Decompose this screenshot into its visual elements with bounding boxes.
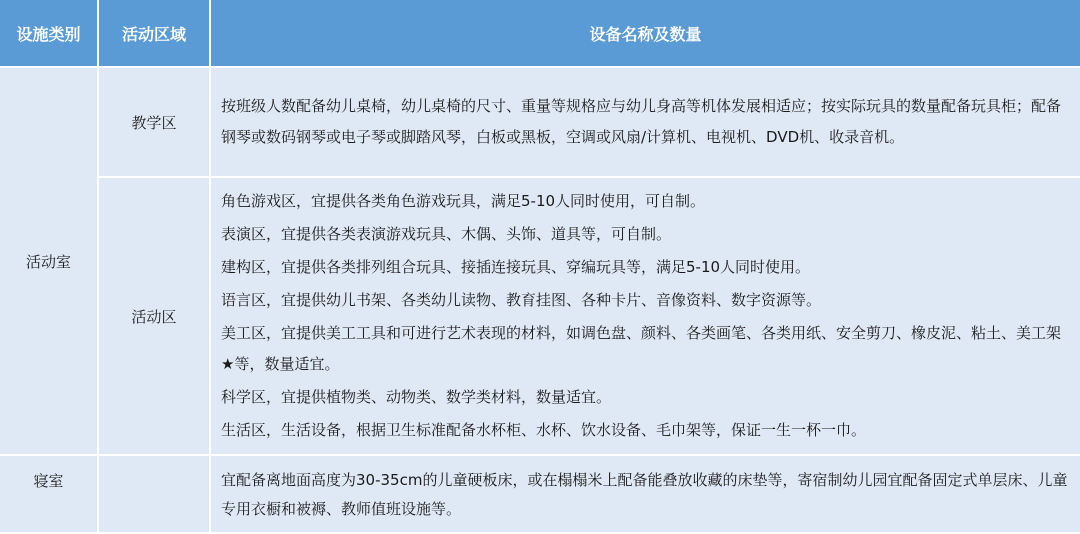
area-bedroom (98, 455, 210, 533)
activity-line-life: 生活区，生活设备，根据卫生标准配备水杯柜、水杯、饮水设备、毛巾架等，保证一生一杯一巾。 (221, 421, 867, 439)
equipment-teaching: 按班级人数配备幼儿桌椅，幼儿桌椅的尺寸、重量等规格应与幼儿身高等机体发展相适应；按实际玩具的数量配备玩具柜；配备钢琴或数码钢琴或电子琴或脚踏风琴，白板或黑板，空调或风扇/计算机、电视机、DVD机、收录音机。 (210, 67, 1080, 177)
equipment-activity (210, 177, 1080, 455)
area-activity: 活动区 (98, 177, 210, 455)
facility-bedroom: 寝室 (0, 455, 98, 533)
activity-line-performance: 表演区，宜提供各类表演游戏玩具、木偶、头饰、道具等，可自制。 (221, 225, 672, 243)
table-row (0, 67, 1080, 177)
table-row (0, 177, 1080, 455)
equipment-bedroom: 宜配备离地面高度为30-35cm的儿童硬板床，或在榻榻米上配备能叠放收藏的床垫等，寄宿制幼儿园宜配备固定式单层床、儿童专用衣橱和被褥、教师值班设施等。 (210, 455, 1080, 533)
header-equipment: 设备名称及数量 (210, 0, 1080, 67)
header-row (0, 0, 1080, 67)
activity-line-science: 科学区，宜提供植物类、动物类、数学类材料，数量适宜。 (221, 388, 612, 406)
activity-line-language: 语言区，宜提供幼儿书架、各类幼儿读物、教育挂图、各种卡片、音像资料、数字资源等。 (221, 291, 822, 309)
header-activity-area: 活动区域 (98, 0, 210, 67)
facility-activity-room: 活动室 (0, 67, 98, 455)
area-teaching: 教学区 (98, 67, 210, 177)
activity-line-art: 美工区，宜提供美工工具和可进行艺术表现的材料，如调色盘、颜料、各类画笔、各类用纸、安全剪刀、橡皮泥、粘土、美工架★等，数量适宜。 (221, 324, 1062, 373)
header-facility-type: 设施类别 (0, 0, 98, 67)
activity-line-role-play: 角色游戏区，宜提供各类角色游戏玩具，满足5-10人同时使用，可自制。 (221, 192, 706, 210)
table-row (0, 455, 1080, 533)
activity-line-construction: 建构区，宜提供各类排列组合玩具、接插连接玩具、穿编玩具等，满足5-10人同时使用。 (221, 258, 811, 276)
